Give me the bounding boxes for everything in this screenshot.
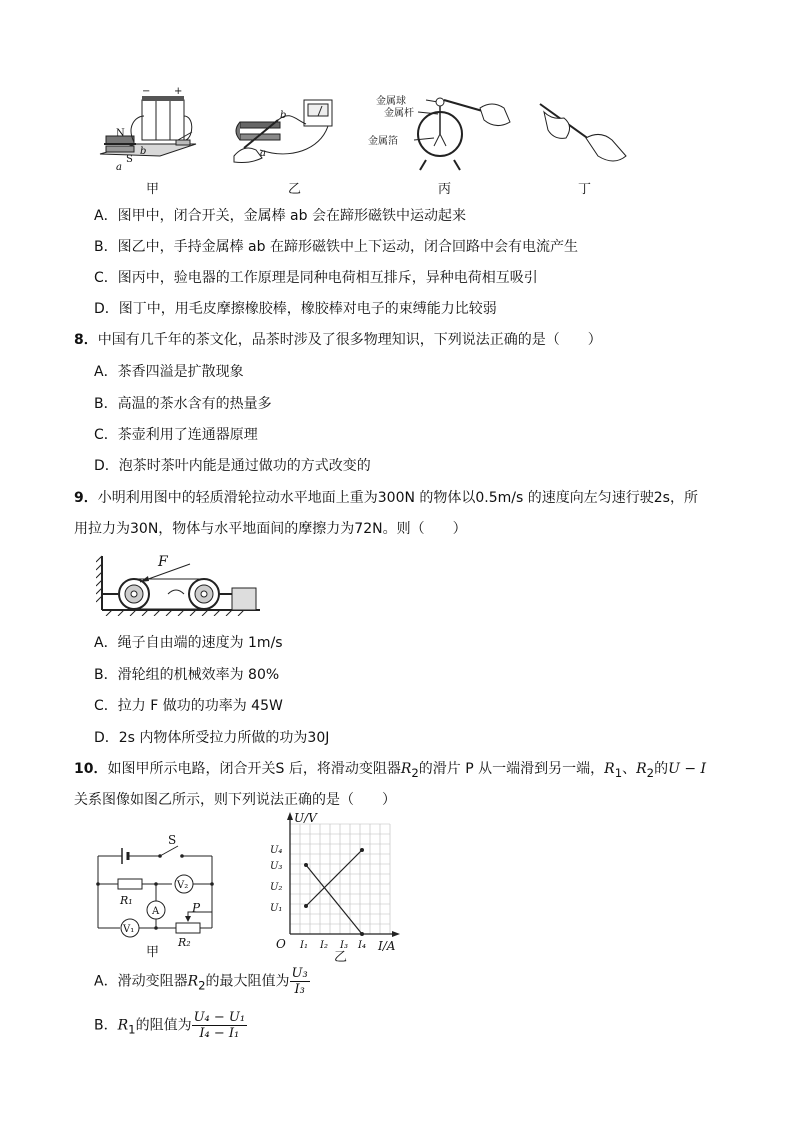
q10-option-a-r2-sub: 2 [198,978,206,993]
graph-y-tick-u3: U₃ [270,861,283,872]
q8-option-a: A．茶香四溢是扩散现象 [94,364,244,380]
q8-stem-text: 中国有几千年的茶文化，品茶时涉及了很多物理知识，下列说法正确的是（ ） [97,332,602,348]
graph-r1-point-high [360,848,364,852]
circuit-v1-label: V₁ [123,924,135,935]
q7-option-b: B．图乙中，手持金属棒 ab 在蹄形磁铁中上下运动，闭合回路中会有电流产生 [94,239,578,255]
q8-option-b: B．高温的茶水含有的热量多 [94,396,272,412]
graph-r1-point-low [304,904,308,908]
q7-figure-jia [96,86,206,176]
q10-r2-sub2: 2 [646,765,655,780]
q10-stem-line2: 关系图像如图乙所示，则下列说法正确的是（ ） [74,792,396,808]
q10-stem-text1a: 如图甲所示电路，闭合开关S 后，将滑动变阻器 [107,761,401,777]
q9-option-b: B．滑轮组的机械效率为 80% [94,667,280,683]
circuit-switch-label: S [168,834,177,847]
graph-y-tick-u1: U₁ [270,903,283,914]
circuit-ammeter-label: A [152,906,160,917]
jia-letter-a: a [116,162,122,173]
q10-ui-label: U − I [668,761,707,777]
circuit-v2-label: V₂ [177,880,189,891]
q10-option-a-denominator: I₃ [294,982,305,997]
q9-number: 9． [74,490,98,506]
q10-caption-yi: 乙 [334,950,348,965]
q9-force-label: F [158,554,168,570]
q8-option-c: C．茶壶利用了连通器原理 [94,427,258,443]
q8-option-d: D．泡茶时茶叶内能是通过做功的方式改变的 [94,458,371,474]
graph-x-tick-i1: I₁ [300,940,308,951]
graph-r2-line [306,865,362,934]
yi-letter-b: b [280,110,287,121]
svg-text:−: − [142,86,151,97]
q10-option-b-numerator: U₄ − U₁ [193,1010,246,1025]
jia-letter-s: S [126,154,133,165]
graph-y-tick-u4: U₄ [270,845,283,856]
bing-label-rod: 金属杆 [384,108,414,119]
q10-r1-symbol2: R [604,761,615,777]
circuit-slider-label: P [192,901,201,915]
q7-figure-bing [368,90,518,174]
q10-stem-text1b: 的滑片 P 从一端滑到另一端， [418,761,605,777]
q9-stem-line2: 用拉力为30N，物体与水平地面间的摩擦力为72N。则（ ） [74,521,467,537]
graph-x-tick-i2: I₂ [320,940,328,951]
q10-circuit-figure [92,834,222,958]
q9-option-a: A．绳子自由端的速度为 1m/s [94,635,283,651]
q8-number: 8． [74,332,98,348]
graph-r1-line [306,850,362,906]
q7-figure-yi [230,90,340,170]
q7-caption-ding: 丁 [578,182,592,197]
yi-letter-a: a [260,148,266,159]
q10-option-a-fraction [290,966,310,997]
q10-number: 10． [74,761,108,777]
q10-r1-sub2: 1 [614,765,623,780]
q10-separator: 、 [622,761,637,777]
q7-caption-jia: 甲 [146,182,160,197]
q10-option-b-mid: 的阻值为 [135,1017,192,1034]
q10-option-a-prefix: A．滑动变阻器 [94,973,188,990]
q10-option-b-denominator: I₄ − I₁ [199,1026,240,1041]
graph-y-axis-label: U/V [294,811,317,825]
q10-caption-jia: 甲 [146,945,160,960]
q7-option-c: C．图丙中，验电器的工作原理是同种电荷相互排斥，异种电荷相互吸引 [94,270,538,286]
q10-r2-symbol2: R [636,761,647,777]
q9-option-c: C．拉力 F 做功的功率为 45W [94,698,283,714]
graph-origin-label: O [276,937,286,951]
graph-x-tick-i4: I₄ [358,940,366,951]
q10-stem-text1c: 的 [654,761,669,777]
q9-stem-text1: 小明利用图中的轻质滑轮拉动水平地面上重为300N 的物体以0.5m/s 的速度向左匀速行驶2s，所 [97,490,698,506]
graph-x-axis-label: I/A [378,939,396,953]
q10-option-a-r2: R [187,973,199,990]
q9-option-d: D．2s 内物体所受拉力所做的功为30J [94,730,330,746]
circuit-r2-label: R₂ [178,936,191,949]
svg-text:+: + [174,86,183,97]
jia-letter-n: N [116,128,125,139]
q10-stem-line1 [74,759,706,783]
q7-option-a: A．图甲中，闭合开关，金属棒 ab 会在蹄形磁铁中运动起来 [94,208,466,224]
q7-figure-ding [530,90,634,170]
circuit-r1-label: R₁ [120,894,133,907]
q10-r2-sub: 2 [411,765,419,780]
graph-x-tick-i3: I₃ [340,940,348,951]
q8-stem [74,330,602,350]
q10-option-b-r1-sub: 1 [128,1022,136,1037]
graph-r2-point-low [360,932,364,936]
q10-option-a-mid: 的最大阻值为 [205,973,290,990]
jia-letter-b: b [140,146,147,157]
q7-caption-bing: 丙 [438,182,452,197]
bing-label-ball: 金属球 [376,96,406,107]
q10-option-a [94,966,310,1000]
q10-ui-graph [262,810,412,966]
graph-y-tick-u2: U₂ [270,882,283,893]
q10-option-b-fraction [192,1010,248,1041]
q10-r2-symbol: R [400,761,412,777]
q7-caption-yi: 乙 [288,182,302,197]
q9-pulley-figure [96,550,260,616]
bing-label-foil: 金属箔 [368,136,398,147]
q10-option-b-r1: R [117,1017,129,1034]
q10-option-b [94,1010,247,1044]
q10-option-b-prefix: B． [94,1017,118,1034]
q7-option-d: D．图丁中，用毛皮摩擦橡胶棒，橡胶棒对电子的束缚能力比较弱 [94,301,497,317]
q10-option-a-numerator: U₃ [291,966,308,981]
q9-stem-line1 [74,488,698,508]
graph-r2-point-high [304,863,308,867]
